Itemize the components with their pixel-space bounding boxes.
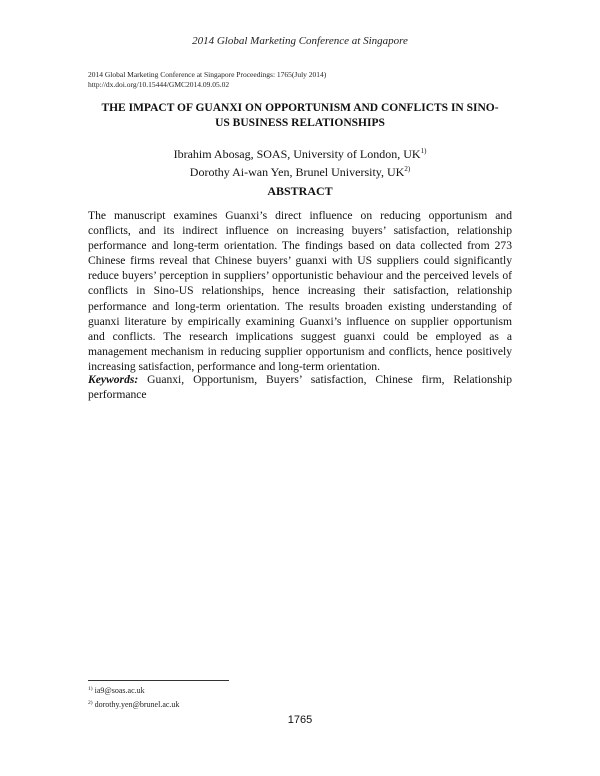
footnote-divider bbox=[88, 680, 229, 681]
paper-title bbox=[88, 101, 512, 131]
author-list bbox=[88, 144, 512, 180]
proceedings-info bbox=[88, 70, 326, 90]
footnote-1 bbox=[88, 683, 179, 697]
page-number: 1765 bbox=[287, 714, 313, 726]
author-1-footnote-mark: 1) bbox=[420, 147, 427, 155]
keywords-label: Keywords: bbox=[88, 373, 139, 386]
title-line-1: THE IMPACT OF GUANXI ON OPPORTUNISM AND CONFLICTS IN SINO- bbox=[101, 102, 499, 114]
running-header: 2014 Global Marketing Conference at Singapore bbox=[192, 35, 408, 47]
footnote-2-mark: 2) bbox=[88, 700, 93, 706]
author-1-name: Ibrahim Abosag, SOAS, University of London, UK bbox=[173, 147, 421, 161]
proceedings-citation: 2014 Global Marketing Conference at Singapore Proceedings: 1765(July 2014) bbox=[88, 70, 327, 79]
abstract-body: The manuscript examines Guanxi’s direct influence on reducing opportunism and conflicts, and its indirect influence on increasing buyers’ satisfaction, relationship performance and long-term orientation. The findings based on data collected from 273 Chinese firms reveal that Chinese buyers’ guanxi with US suppliers could significantly reduce buyers’ perception in suppliers’ opportunistic behaviour and the perceived levels of conflicts in Sino-US relationships, hence increasing their satisfaction, relationship performance and long-term orientation. The results broaden existing understanding of guanxi literature by empirically examining Guanxi’s influence on supplier opportunism and conflicts. The research implications suggest guanxi could be employed as a management mechanism in reducing supplier opportunism and conflicts, hence positively increasing satisfaction, performance and long-term orientation. bbox=[88, 209, 512, 373]
footnote-1-email[interactable]: ia9@soas.ac.uk bbox=[94, 686, 145, 695]
footnote-2-email[interactable]: dorothy.yen@brunel.ac.uk bbox=[94, 700, 180, 709]
doi-link[interactable]: http://dx.doi.org/10.15444/GMC2014.09.05.02 bbox=[88, 80, 230, 89]
author-2-footnote-mark: 2) bbox=[404, 165, 411, 173]
keywords bbox=[88, 372, 512, 402]
footnotes bbox=[88, 683, 179, 711]
author-1 bbox=[88, 144, 512, 162]
footnote-1-mark: 1) bbox=[88, 686, 93, 692]
abstract-heading: ABSTRACT bbox=[267, 184, 333, 198]
author-2 bbox=[88, 162, 512, 180]
keywords-text: Guanxi, Opportunism, Buyers’ satisfaction, Chinese firm, Relationship performance bbox=[88, 373, 512, 402]
author-2-name: Dorothy Ai-wan Yen, Brunel University, UK bbox=[189, 165, 405, 179]
footnote-2 bbox=[88, 697, 179, 711]
title-line-2: US BUSINESS RELATIONSHIPS bbox=[215, 117, 385, 129]
